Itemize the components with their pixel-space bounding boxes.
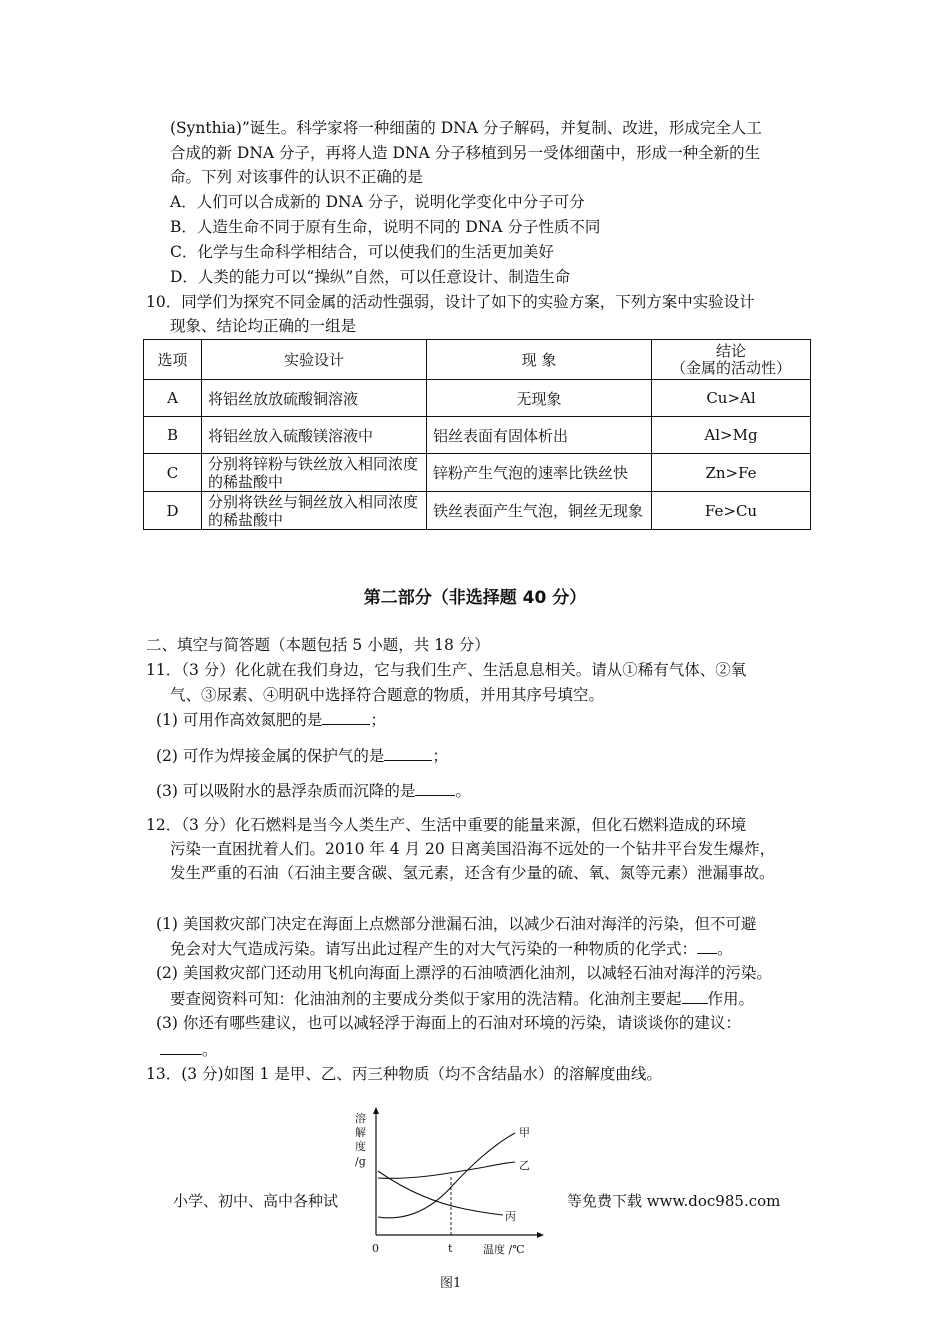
q9-option-a: A．人们可以合成新的 DNA 分子，说明化学变化中分子可分 (170, 193, 585, 211)
q12-line3: 发生严重的石油（石油主要含碳、氢元素，还含有少量的硫、氧、氮等元素）泄漏事故。 (170, 864, 775, 882)
row-a-design: 将铝丝放放硫酸铜溶液 (202, 380, 427, 417)
footer-left: 小学、初中、高中各种试 (173, 1192, 339, 1210)
q12-line2: 污染一直困扰着人们。2010 年 4 月 20 日离美国沿海不远处的一个钻井平台发生爆炸， (170, 840, 776, 858)
row-b-phenomenon: 铝丝表面有固体析出 (427, 417, 652, 454)
row-c-phenomenon: 锌粉产生气泡的速率比铁丝快 (427, 454, 652, 492)
q9-line1: (Synthia)”诞生。科学家将一种细菌的 DNA 分子解码，并复制、改进，形成完全人工 (170, 119, 762, 137)
ylabel-char-2: 解 (355, 1126, 366, 1139)
curve-jia (378, 1133, 515, 1218)
q9-option-c: C．化学与生命科学相结合，可以使我们的生活更加美好 (170, 243, 554, 261)
q12-sub3-line2 (160, 1038, 218, 1061)
row-d-option: D (144, 492, 202, 530)
header-conclusion (652, 340, 811, 380)
q9-line3: 命。下列 对该事件的认识不正确的是 (170, 168, 423, 186)
q12-sub1-line1: (1) 美国救灾部门决定在海面上点燃部分泄漏石油，以减少石油对海洋的污染，但不可避 (156, 915, 757, 933)
y-axis-arrow (373, 1107, 379, 1114)
table-row (144, 454, 811, 492)
q11-line1: 11．（3 分）化化就在我们身边，它与我们生产、生活息息相关。请从①稀有气体、②氧 (146, 661, 747, 679)
q12-sub2-text: 要查阅资料可知：化油油剂的主要成分类似于家用的洗洁精。化油剂主要起 (170, 990, 682, 1008)
q12-sub3-blank[interactable] (160, 1038, 202, 1055)
q11-sub2-end: ； (432, 747, 448, 765)
q12-sub2-blank[interactable] (682, 987, 708, 1004)
q10-line2: 现象、结论均正确的一组是 (170, 317, 357, 335)
row-d-conclusion: Fe>Cu (652, 492, 811, 530)
row-b-conclusion: Al>Mg (652, 417, 811, 454)
row-c-design: 分别将锌粉与铁丝放入相同浓度的稀盐酸中 (202, 454, 427, 492)
row-c-option: C (144, 454, 202, 492)
q12-sub3-line1: (3) 你还有哪些建议，也可以减轻浮于海面上的石油对环境的污染，请谈谈你的建议： (156, 1014, 741, 1032)
q12-sub2-line2 (170, 987, 754, 1010)
q9-line2: 合成的新 DNA 分子，再将人造 DNA 分子移植到另一受体细菌中，形成一种全新的生 (170, 144, 761, 162)
q12-sub1-blank[interactable] (697, 937, 717, 954)
q11-sub3-text: (3) 可以吸附水的悬浮杂质而沉降的是 (156, 782, 416, 800)
table-row (144, 380, 811, 417)
q11-sub3 (156, 779, 471, 802)
header-phenomenon: 现 象 (427, 340, 652, 380)
q12-sub3-end: 。 (202, 1041, 218, 1059)
part2-heading: 第二部分（非选择题 40 分） (363, 588, 587, 608)
section-title: 二、填空与简答题（本题包括 5 小题，共 18 分） (146, 636, 490, 654)
table-row (144, 417, 811, 454)
q11-sub3-end: 。 (455, 782, 471, 800)
solubility-figure (345, 1105, 545, 1290)
q11-sub1-text: (1) 可用作高效氮肥的是 (156, 711, 323, 729)
header-design: 实验设计 (202, 340, 427, 380)
q11-sub1 (156, 708, 386, 731)
row-d-phenomenon: 铁丝表面产生气泡，铜丝无现象 (427, 492, 652, 530)
row-a-option: A (144, 380, 202, 417)
row-c-conclusion: Zn>Fe (652, 454, 811, 492)
q13-line1: 13．(3 分)如图 1 是甲、乙、丙三种物质（均不含结晶水）的溶解度曲线。 (146, 1065, 662, 1083)
figure-caption: 图1 (440, 1276, 462, 1290)
q12-sub2-end: 作用。 (707, 990, 755, 1008)
row-a-conclusion: Cu>Al (652, 380, 811, 417)
q12-sub1-end: 。 (717, 940, 733, 958)
row-b-design: 将铝丝放入硫酸镁溶液中 (202, 417, 427, 454)
q11-line2: 气、③尿素、④明矾中选择符合题意的物质，并用其序号填空。 (170, 686, 605, 704)
q11-sub1-end: ； (370, 711, 386, 729)
row-d-design: 分别将铁丝与铜丝放入相同浓度的稀盐酸中 (202, 492, 427, 530)
footer-right: 等免费下载 www.doc985.com (567, 1192, 781, 1210)
q12-line1: 12．（3 分）化石燃料是当今人类生产、生活中重要的能量来源，但化石燃料造成的环境 (146, 816, 747, 834)
q12-sub1-text: 免会对大气造成污染。请写出此过程产生的对大气污染的一种物质的化学式： (170, 940, 698, 958)
q9-option-b: B．人造生命不同于原有生命，说明不同的 DNA 分子性质不同 (170, 218, 601, 236)
curve-bing (378, 1171, 503, 1215)
q11-sub2-blank[interactable] (384, 744, 432, 761)
ylabel-unit: /g (355, 1155, 366, 1168)
curve-label-yi: 乙 (519, 1159, 530, 1172)
q10-line1: 10．同学们为探究不同金属的活动性强弱，设计了如下的实验方案，下列方案中实验设计 (146, 293, 755, 311)
header-conclusion-title: 结论 (715, 341, 746, 360)
t-label: t (448, 1242, 453, 1255)
q11-sub2 (156, 744, 448, 767)
origin-label: 0 (372, 1242, 379, 1255)
table-header-row (144, 340, 811, 380)
curve-label-jia: 甲 (519, 1126, 530, 1139)
x-axis-arrow (537, 1232, 544, 1238)
q12-sub2-line1: (2) 美国救灾部门还动用飞机向海面上漂浮的石油喷洒化油剂，以减轻石油对海洋的污染。 (156, 964, 772, 982)
xlabel: 温度 /℃ (483, 1243, 525, 1256)
solubility-chart (345, 1105, 545, 1290)
q12-sub1-line2 (170, 937, 733, 960)
curve-yi (378, 1162, 515, 1178)
row-a-phenomenon: 无现象 (427, 380, 652, 417)
table-row (144, 492, 811, 530)
ylabel-char-1: 溶 (355, 1112, 366, 1125)
q9-option-d: D．人类的能力可以“操纵”自然，可以任意设计、制造生命 (170, 268, 571, 286)
ylabel-char-3: 度 (355, 1140, 366, 1153)
row-b-option: B (144, 417, 202, 454)
q11-sub3-blank[interactable] (415, 779, 455, 796)
header-conclusion-sub: （金属的活动性） (670, 358, 791, 377)
header-option: 选项 (144, 340, 202, 380)
q11-sub2-text: (2) 可作为焊接金属的保护气的是 (156, 747, 385, 765)
curve-label-bing: 丙 (505, 1210, 516, 1223)
experiment-table (143, 339, 811, 530)
q11-sub1-blank[interactable] (322, 708, 370, 725)
